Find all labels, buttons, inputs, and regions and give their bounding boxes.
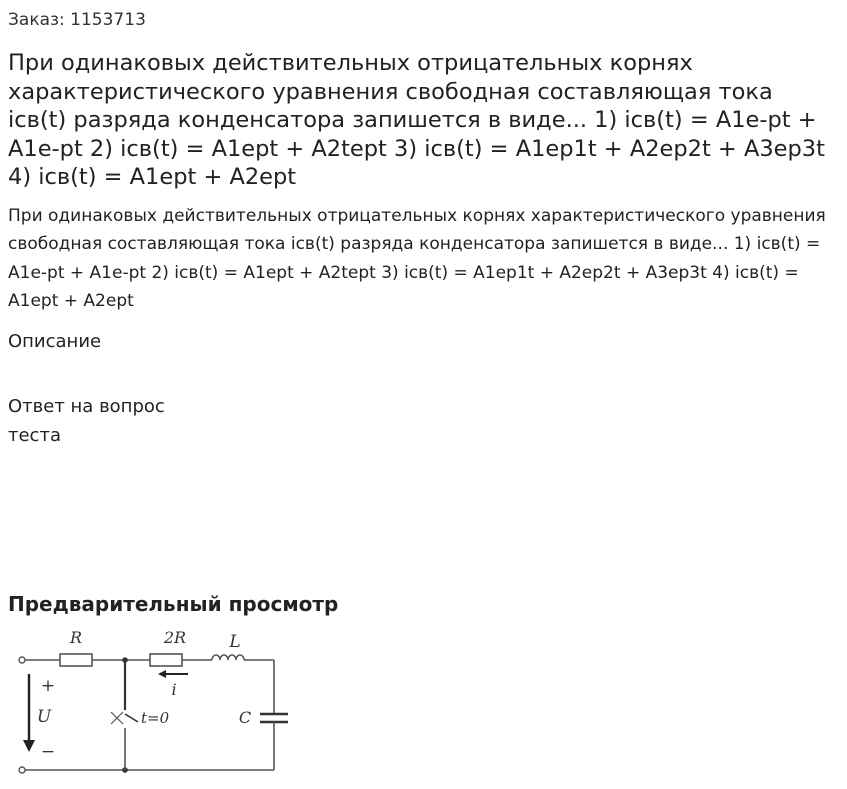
label-2r: 2R (163, 628, 187, 647)
label-minus: − (40, 742, 56, 762)
label-plus: + (40, 676, 56, 696)
voltage-arrow-head (23, 740, 35, 752)
circuit-diagram (12, 626, 302, 778)
label-r: R (69, 628, 83, 647)
terminal-bottom (19, 767, 25, 773)
preview-heading: Предварительный просмотр (8, 592, 339, 616)
circuit-svg (12, 626, 302, 778)
description-label: Описание (8, 331, 102, 352)
label-u: U (36, 707, 52, 727)
label-switch: t=0 (141, 709, 170, 727)
terminal-top (19, 657, 25, 663)
question-title: При одинаковых действительных отрицательных корнях характеристического уравнения свободная составляющая тока iсв(t) разряда конденсатора запишется в виде... 1) iсв(t) = A1e-pt + A1e-pt 2) iсв(t) = A1ept + A2tept 3) iсв(t) = A1ep1t + A2ep2t + A3ep3t 4) iсв(t) = A1ept + A2ept (8, 50, 825, 190)
order-number: Заказ: 1153713 (8, 10, 146, 30)
resistor-2r (150, 654, 182, 666)
current-arrow-head (158, 670, 166, 678)
question-body: При одинаковых действительных отрицательных корнях характеристического уравнения свободная составляющая тока iсв(t) разряда конденсатора запишется в виде... 1) iсв(t) = A1e-pt + A1e-pt 2) iсв(t) = A1ept + A2tept 3) iсв(t) = A1ep1t + A2ep2t + A3ep3t 4) iсв(t) = A1ept + A2ept (8, 206, 826, 311)
inductor-l (212, 655, 244, 660)
label-l: L (229, 632, 241, 652)
resistor-r (60, 654, 92, 666)
switch-blade (125, 714, 138, 722)
answer-label: Ответ на вопрос теста (8, 396, 165, 446)
label-c: C (238, 708, 252, 727)
label-i: i (171, 680, 177, 699)
